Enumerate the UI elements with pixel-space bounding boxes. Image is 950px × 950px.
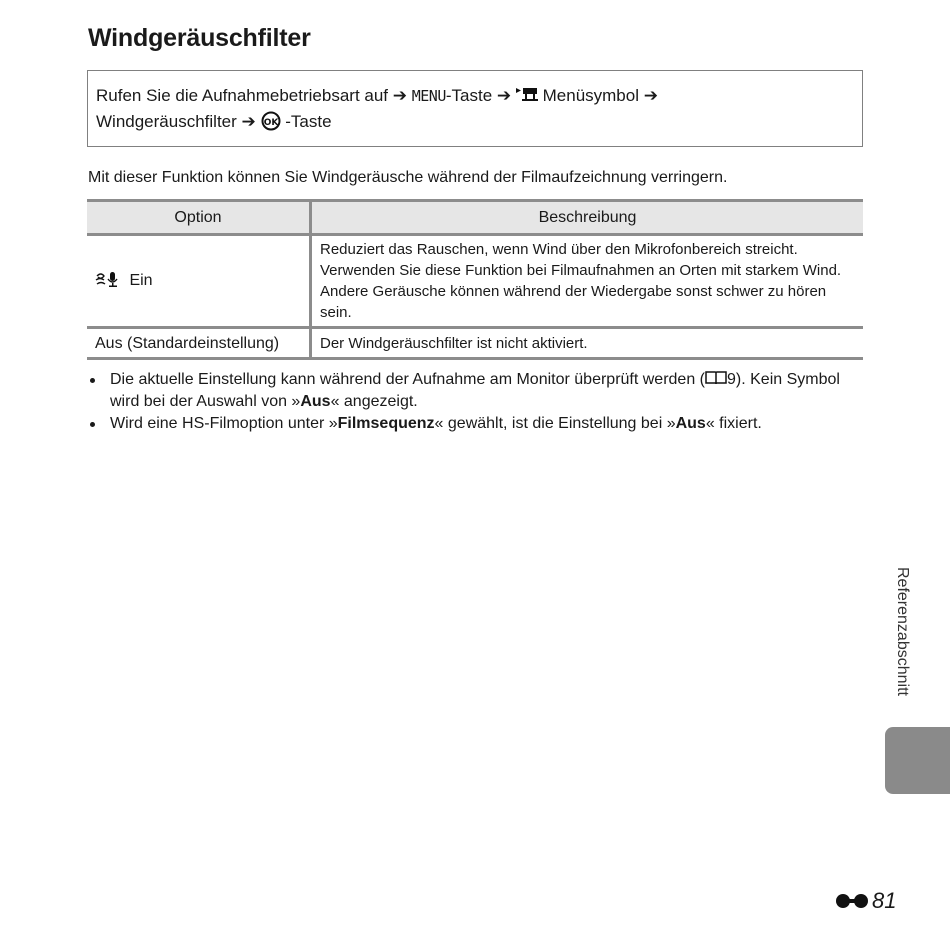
menu-path-text-5: -Taste [285,112,332,131]
svg-text:OK: OK [263,118,278,128]
page-number-text: 81 [872,888,897,913]
menu-path-text-4: Windgeräuschfilter [96,112,237,131]
menu-path-text-3: Menüsymbol [542,86,639,105]
movie-icon [516,86,543,105]
ok-button-icon [261,112,286,131]
option-cell [87,235,311,328]
table-row [87,235,863,328]
note-text: Wird eine HS-Filmoption unter » [110,415,338,432]
note-text: ). Kein Symbol wird bei der Auswahl von » [110,371,840,410]
options-table [87,199,863,360]
note-bold: Filmsequenz [337,415,435,432]
wind-filter-icon [95,273,125,289]
note-bold: Aus [675,415,706,432]
list-item [88,369,864,413]
page-number [836,888,896,914]
note-text: « fixiert. [705,415,762,432]
menu-path-text-1: Rufen Sie die Aufnahmebetriebsart auf [96,86,389,105]
table-row [87,328,863,359]
list-item [88,413,864,435]
column-header-description: Beschreibung [311,201,864,235]
description-cell: Der Windgeräuschfilter ist nicht aktiviert. [311,328,864,359]
intro-text: Mit dieser Funktion können Sie Windgeräusche während der Filmaufzeichnung verringern. [88,169,728,186]
menu-path-text-2: -Taste [445,86,493,105]
arrow-icon: ➔ [392,86,408,106]
menu-path-box [87,70,863,147]
page-reference: 9 [727,371,736,388]
menu-button-label: MENU [411,87,446,105]
arrow-icon: ➔ [643,86,658,106]
page-title: Windgeräuschfilter [88,24,311,52]
arrow-icon: ➔ [241,112,256,132]
arrow-icon: ➔ [496,86,512,106]
book-icon [705,371,727,388]
reference-e-icon [836,892,870,910]
description-cell: Reduziert das Rauschen, wenn Wind über den Mikrofonbereich streicht. Verwenden Sie diese Funktion bei Filmaufnahmen an Orten mit starkem Wind. Andere Geräusche können während der Wiedergabe sonst schwer zu hören sein. [311,235,864,328]
section-tab-label: Referenzabschnitt [894,567,911,696]
option-cell: Aus (Standardeinstellung) [87,328,311,359]
column-header-option: Option [87,201,311,235]
note-text: « angezeigt. [330,393,418,410]
section-tab [885,727,950,794]
notes-list [88,369,864,435]
note-text: « gewählt, ist die Einstellung bei » [434,415,676,432]
note-text: Die aktuelle Einstellung kann während der Aufnahme am Monitor überprüft werden ( [110,371,705,388]
option-label-ein: Ein [129,272,153,289]
table-header-row [87,201,863,235]
note-bold: Aus [300,393,331,410]
